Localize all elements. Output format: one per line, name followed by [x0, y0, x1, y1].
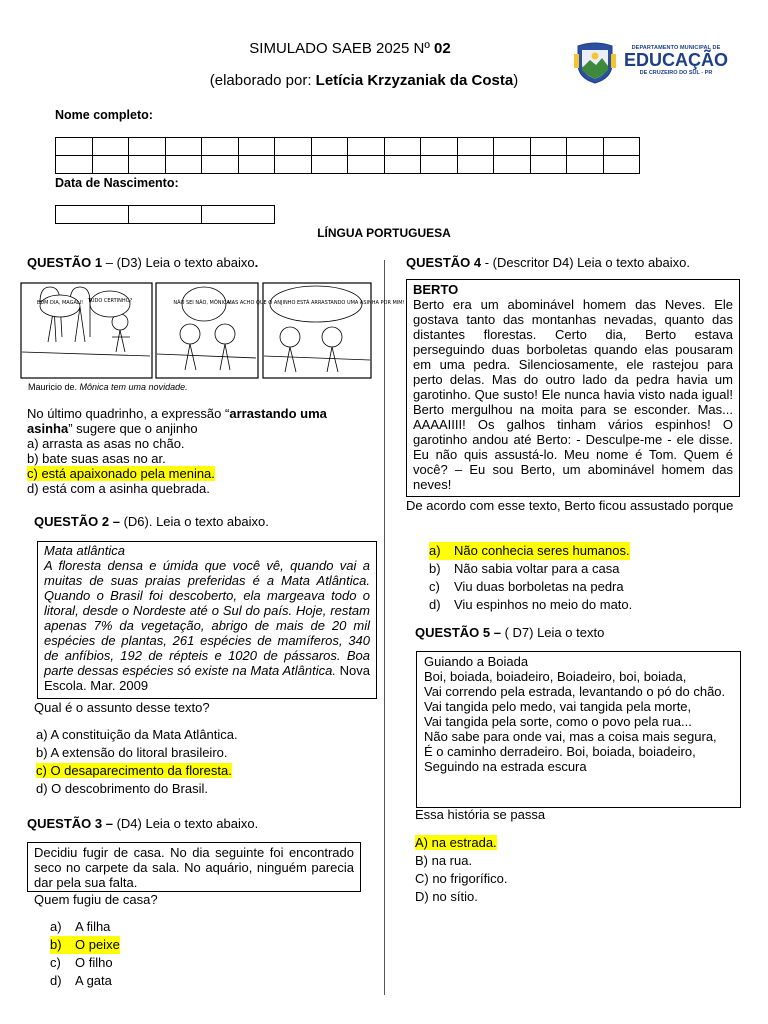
- column-divider: [384, 260, 385, 995]
- page-subtitle: (elaborado por: Letícia Krzyzaniak da Costa): [209, 72, 519, 89]
- text-body: A floresta densa e úmida que você vê, quando vai a muitas de suas praias preferidas é a Mata Atlântica. Quando o Brasil foi descoberto, ela margeava todo o litoral, desde o Nordeste até o Sul do país. Hoje, restam apenas 7% da vegetação, abrigo de mais de 20 mil espécies de plantas, 261 espécies de mamíferos, 340 de anfíbios, 192 de répteis e 1020 de pássaros. Boa parte dessas espécies só existe na Mata Atlântica. Nova Escola. Mar. 2009: [44, 558, 371, 693]
- poem-line: Boi, boiada, boiadeiro, Boiadeiro, boi, boiada,: [424, 669, 687, 684]
- text-body: Berto era um abominável homem das Neves. Ele gostava tanto das montanhas nevadas, quanto das distantes florestas. Certo dia, Berto estava perseguindo duas borboletas quando elas pousaram em uma pedra. Silenciosamente, ele rastejou para perto delas. Mas do outro lado da pedra havia um garotinho. Que susto! Ele nunca havia visto nada igual! Berto mergulhou na moita para se esconder. Mas... AAAAIIII! Os galhos tinham vários espinhos! O garotinho andou até Berto: - Desculpe-me - ele disse. Eu não quis assustá-lo. Meu nome é Tom. Quem é você? – Eu sou Berto, um abominável homem das neves!: [413, 297, 733, 492]
- option-3b[interactable]: b) O peixe: [50, 937, 120, 952]
- question-4-options: [429, 542, 632, 614]
- poem-line: É o caminho derradeiro. Boi, boiada, boiadeiro,: [424, 744, 696, 759]
- option-5b[interactable]: B) na rua.: [415, 853, 473, 868]
- option-4b[interactable]: b) Não sabia voltar para a casa: [429, 561, 620, 576]
- option-1c[interactable]: c) está apaixonado pela menina.: [27, 466, 215, 481]
- question-2-options: [36, 726, 238, 798]
- question-2-stem: Qual é o assunto desse texto?: [34, 700, 210, 715]
- option-5d[interactable]: D) no sítio.: [415, 889, 478, 904]
- option-2b[interactable]: b) A extensão do litoral brasileiro.: [36, 745, 228, 760]
- education-department-logo: [572, 40, 732, 84]
- page-title: SIMULADO SAEB 2025 Nº 02: [249, 40, 451, 57]
- option-1d[interactable]: d) está com a asinha quebrada.: [27, 481, 210, 496]
- question-3-options: [50, 918, 120, 990]
- option-3c[interactable]: c) O filho: [50, 955, 113, 970]
- question-1-heading: QUESTÃO 1 – (D3) Leia o texto abaixo.: [27, 255, 259, 270]
- option-2c[interactable]: c) O desaparecimento da floresta.: [36, 763, 232, 778]
- poem-line: Seguindo na estrada escura: [424, 759, 587, 774]
- question-4-stem: De acordo com esse texto, Berto ficou assustado porque: [406, 498, 734, 513]
- logo-line-2: EDUCAÇÃO: [623, 50, 728, 70]
- option-4c[interactable]: c) Viu duas borboletas na pedra: [429, 579, 624, 594]
- option-3a[interactable]: a) A filha: [50, 919, 111, 934]
- section-title: LÍNGUA PORTUGUESA: [317, 226, 451, 240]
- option-5a[interactable]: A) na estrada.: [415, 835, 497, 850]
- comic-caption: Mauricio de. Mônica tem uma novidade.: [28, 382, 188, 392]
- option-2d[interactable]: d) O descobrimento do Brasil.: [36, 781, 208, 796]
- option-1a[interactable]: a) arrasta as asas no chão.: [27, 436, 185, 451]
- logo-line-3: DE CRUZEIRO DO SUL - PR: [639, 70, 713, 76]
- poem-line: Não sabe para onde vai, mas a coisa mais segura,: [424, 729, 717, 744]
- coat-of-arms-icon: [572, 40, 618, 84]
- option-2a[interactable]: a) A constituição da Mata Atlântica.: [36, 727, 238, 742]
- logo-line-1: DEPARTAMENTO MUNICIPAL DE: [631, 45, 721, 51]
- option-5c[interactable]: C) no frigorífico.: [415, 871, 508, 886]
- question-2-textbox: [37, 541, 377, 699]
- text-title: Mata atlântica: [44, 543, 125, 558]
- birth-date-label: Data de Nascimento:: [55, 176, 179, 190]
- question-5-heading: QUESTÃO 5 – ( D7) Leia o texto: [415, 625, 605, 640]
- question-1-body: No último quadrinho, a expressão “arrastando uma asinha” sugere que o anjinho a) arrasta as asas no chão. b) bate suas asas no ar. c) está apaixonado pela menina. d) está com a asinha quebrada.: [27, 406, 367, 496]
- question-4-heading: QUESTÃO 4 - (Descritor D4) Leia o texto abaixo.: [406, 255, 690, 270]
- question-5-textbox: [416, 651, 741, 808]
- text-title: BERTO: [413, 282, 459, 297]
- question-3-textbox: Decidiu fugir de casa. No dia seguinte foi encontrado seco no carpete da sala. No aquário, ninguém parecia dar pela sua falta.: [27, 842, 361, 892]
- name-grid[interactable]: [55, 137, 640, 174]
- option-4d[interactable]: d) Viu espinhos no meio do mato.: [429, 597, 633, 612]
- comic-bubble-3: NÃO SEI NÃO, MÔNICA...: [173, 300, 235, 306]
- comic-bubble-4: MAS ACHO QUE O ANJINHO ESTÁ ARRASTANDO UMA ASINHA POR MIM!: [227, 300, 405, 306]
- poem-line: Vai tangida pelo medo, vai tangida pela morte,: [424, 699, 692, 714]
- name-label: Nome completo:: [55, 108, 153, 122]
- question-5-options: [415, 834, 507, 906]
- option-1b[interactable]: b) bate suas asas no ar.: [27, 451, 166, 466]
- poem-line: Vai correndo pela estrada, levantando o pó do chão.: [424, 684, 726, 699]
- question-2-heading: QUESTÃO 2 – (D6). Leia o texto abaixo.: [34, 514, 269, 529]
- option-4a[interactable]: a) Não conhecia seres humanos.: [429, 543, 630, 558]
- comic-strip: [20, 282, 405, 380]
- question-3-heading: QUESTÃO 3 – (D4) Leia o texto abaixo.: [27, 816, 259, 831]
- comic-bubble-2: TUDO CERTINHO?: [87, 298, 133, 304]
- poem-line: Guiando a Boiada: [424, 654, 529, 669]
- option-3d[interactable]: d) A gata: [50, 973, 112, 988]
- comic-bubble-1: BOM DIA, MAGALI!: [36, 300, 84, 306]
- question-3-stem: Quem fugiu de casa?: [34, 892, 158, 907]
- question-5-stem: Essa história se passa: [415, 807, 546, 822]
- question-4-textbox: [406, 279, 740, 497]
- birth-date-grid[interactable]: [55, 205, 275, 224]
- poem-line: Vai tangida pela sorte, como o povo pela rua...: [424, 714, 692, 729]
